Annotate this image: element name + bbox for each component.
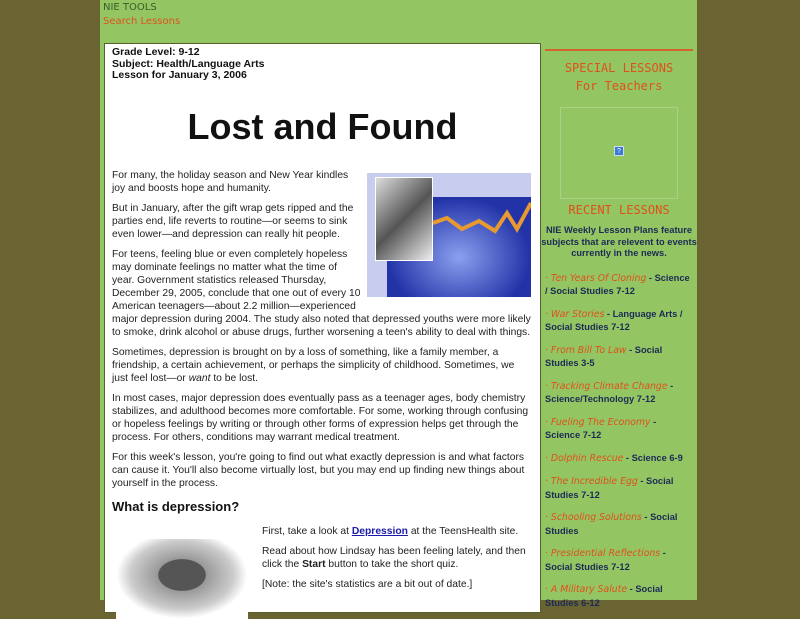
paragraph: For teens, feeling blue or even completely hopeless may dominate feelings no matter what the time of year. Government statistics released Thursday, December 29, 2005, conclude that one out of every 10 American teenagers—about 2.2 million—experienced major depression during 2004. The study also noted that depressed youths were more likely to smoke, drink alcohol or abuse drugs, further worsening a teen's ability to deal with things. xyxy=(112,248,531,338)
lesson-subject: Social Studies xyxy=(545,512,678,536)
lesson-link[interactable]: Fueling The Economy xyxy=(550,416,651,428)
lesson-subject: Science 6-9 xyxy=(631,452,683,463)
recent-lesson-item: · Fueling The Economy - Science 7-12 xyxy=(545,416,657,440)
section-heading: What is depression? xyxy=(112,498,240,514)
lesson-link[interactable]: From Bill To Law xyxy=(550,344,627,356)
note: [Note: the site's statistics are a bit out of date.] xyxy=(262,578,473,590)
text: Read about how Lindsay has been feeling lately, and then click the xyxy=(262,545,526,570)
lesson-link[interactable]: Dolphin Rescue xyxy=(550,452,624,464)
text: Sometimes, depression is brought on by a loss of something, like a family member, a friendship, a certain achievement, or perhaps the simplicity of childhood. Sometimes, we just feel lost—or xyxy=(112,346,515,384)
special-lessons-heading: SPECIAL LESSONS xyxy=(564,61,674,75)
lesson-link[interactable]: Tracking Climate Change xyxy=(550,380,668,392)
depression-link[interactable]: Depression xyxy=(351,525,408,537)
lesson-subject: Social Studies 3-5 xyxy=(545,344,663,368)
lesson-subject: Social Studies 6-12 xyxy=(545,584,663,608)
image-placeholder xyxy=(560,107,678,199)
nie-tools-label: NIE TOOLS xyxy=(103,2,157,13)
sidebar-intro: NIE Weekly Lesson Plans feature subjects that are relevent to events currently in the news. xyxy=(541,225,697,258)
brain-illustration xyxy=(367,173,531,297)
page-title: Lost and Found xyxy=(187,105,458,147)
paragraph xyxy=(112,346,533,385)
lesson-link[interactable]: Ten Years Of Cloning xyxy=(550,272,647,284)
lesson-link[interactable]: The Incredible Egg xyxy=(550,476,638,487)
paragraph: But in January, after the gift wrap gets ripped and the parties end, life reverts to routine—or seems to sink even lower—and depression can really hit people. xyxy=(112,202,354,240)
lesson-subject: Science/Technology 7-12 xyxy=(545,394,656,404)
paragraph: For this week's lesson, you're going to find out what exactly depression is and what factors can cause it. You'll also become virtually lost, but you may end up finding new things about yourself in the process. xyxy=(112,451,525,489)
paragraph: For many, the holiday season and New Year kindles joy and boosts hope and humanity. xyxy=(112,169,349,194)
recent-lesson-item: · Tracking Climate Change - Science/Technology 7-12 xyxy=(545,380,674,404)
recent-lessons-heading: RECENT LESSONS xyxy=(568,203,670,217)
recent-lesson-item: · From Bill To Law - Social Studies 3-5 xyxy=(545,344,663,368)
depression-section xyxy=(112,525,533,619)
start-strong: Start xyxy=(302,558,326,570)
lesson-link[interactable]: War Stories xyxy=(550,308,605,320)
paragraph xyxy=(262,545,533,571)
lesson-link[interactable]: Schooling Solutions xyxy=(550,512,642,523)
lesson-subject: Science / Social Studies 7-12 xyxy=(545,272,690,296)
lesson-link[interactable]: Presidential Reflections xyxy=(550,548,661,559)
recent-lesson-item: · A Military Salute - Social Studies 6-12 xyxy=(545,584,663,608)
text: First, take a look at xyxy=(262,525,352,537)
divider xyxy=(545,49,693,51)
search-lessons-link[interactable]: Search Lessons xyxy=(103,16,181,27)
recent-lesson-item: · Ten Years Of Cloning - Science / Social Studies 7-12 xyxy=(545,272,690,296)
lesson-subject: Social Studies 7-12 xyxy=(545,476,674,500)
sad-teen-photo xyxy=(116,539,248,619)
lesson-subject: Science 7-12 xyxy=(545,430,602,440)
nie-tools xyxy=(103,2,180,27)
text: at the TeensHealth site. xyxy=(407,525,519,537)
lesson-subject: Social Studies 7-12 xyxy=(545,561,630,572)
text: to be lost. xyxy=(210,372,258,384)
lesson-content xyxy=(104,43,541,613)
broken-image-icon: ? xyxy=(614,146,624,156)
recent-lesson-item: · The Incredible Egg - Social Studies 7-12 xyxy=(545,476,674,500)
sidebar xyxy=(541,43,697,619)
lesson-date: Lesson for January 3, 2006 xyxy=(112,69,247,81)
right-margin xyxy=(697,0,800,600)
recent-lesson-item: · Presidential Reflections - Social Studies 7-12 xyxy=(545,548,666,572)
paragraph: In most cases, major depression does eventually pass as a teenager ages, body chemistry stabilizes, and adulthood becomes more comfortable. For some, working through confusing or hopeless feelings by writing or through other forms of expression helps get through the process. For others, conditions may warrant medical treatment. xyxy=(112,392,529,443)
lesson-subject: Language Arts / Social Studies 7-12 xyxy=(545,308,683,332)
text: button to take the short quiz. xyxy=(325,558,459,570)
subject: Subject: Health/Language Arts xyxy=(112,57,265,70)
recent-lesson-item: · Dolphin Rescue - Science 6-9 xyxy=(545,452,683,464)
lesson-link[interactable]: A Military Salute xyxy=(550,584,628,595)
for-teachers-link[interactable]: For Teachers xyxy=(575,79,663,93)
grade-level: Grade Level: 9-12 xyxy=(112,46,200,58)
recent-lesson-item: · Schooling Solutions - Social Studies xyxy=(545,512,678,536)
emphasis: want xyxy=(188,372,211,384)
recent-lesson-item: · War Stories - Language Arts / Social Studies 7-12 xyxy=(545,308,683,332)
paragraph xyxy=(262,525,533,538)
